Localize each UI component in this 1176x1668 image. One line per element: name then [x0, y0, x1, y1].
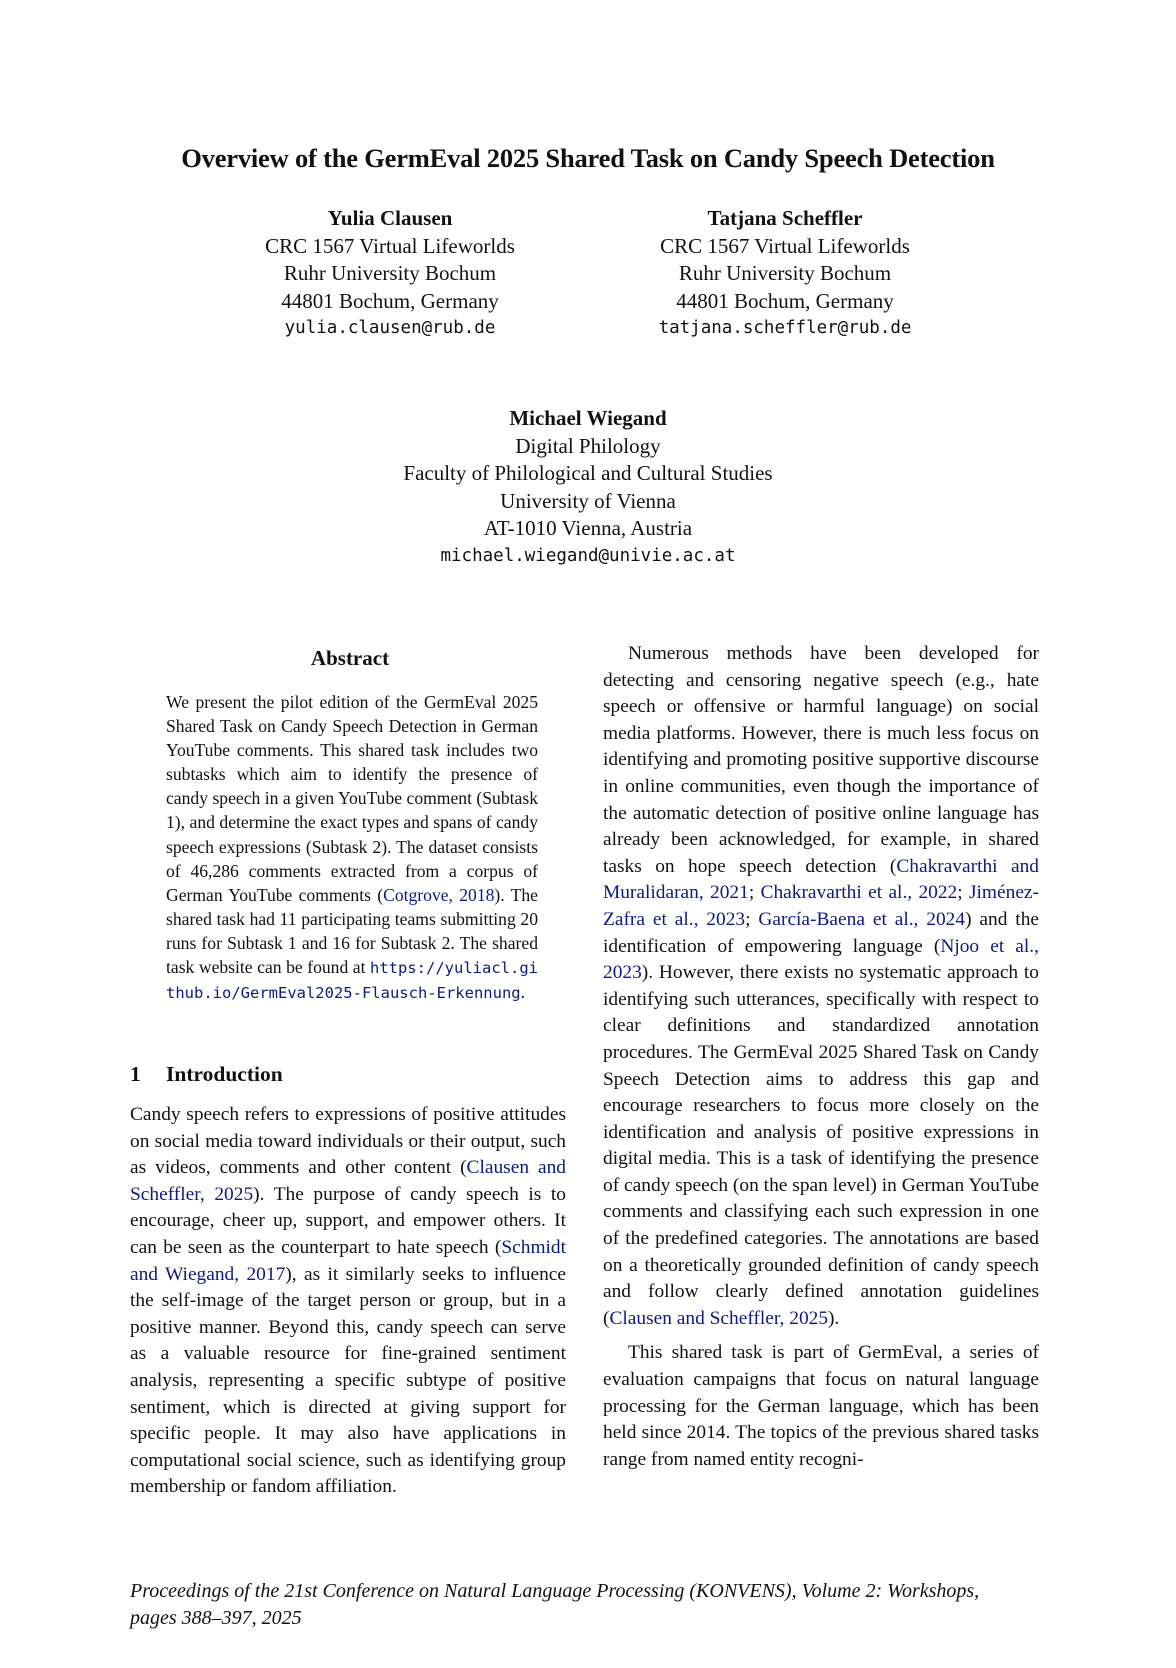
abstract-text: ). The shared task had 11 participating teams submitting 20 runs for Subtask 1 and 16 for Subtask 2. The shared task website can be found at [166, 884, 538, 978]
body-text: ). However, there exists no systematic approach to identifying such utterances, specifically with respect to clear definitions and standardized annotation procedures. The GermEval 2025 Shared Task on Candy Speech Detection aims to address this gap and encourage researchers to focus more closely on the identification and analysis of positive expressions in digital media. This is a task of identifying the presence of candy speech (on the span level) in German YouTube comments and classifying each such expression in one of the predefined categories. The annotations are based on a theoretically grounded definition of candy speech and follow clearly defined annotation guidelines ( [603, 962, 1039, 1329]
author-affiliation: Ruhr University Bochum [283, 261, 497, 285]
footer-line: pages 388–397, 2025 [130, 1607, 302, 1629]
body-text: ). The purpose of candy speech is to encourage, cheer up, support, and empower others. It can be seen as the counterpart to hate speech ( [130, 1183, 566, 1258]
body-text: ; [745, 908, 759, 930]
citation-link[interactable]: Njoo et al., 2023 [603, 935, 1039, 984]
abstract-text: We present the pilot edition of the GermEval 2025 Shared Task on Candy Speech Detection in German YouTube comments. This shared task includes two subtasks which aim to identify the presence of candy speech in a given YouTube comment (Subtask 1), and determine the exact types and spans of candy speech expressions (Subtask 2). The dataset consists of 46,286 comments extracted from a corpus of German YouTube comments ( [166, 692, 538, 905]
author-email[interactable]: tatjana.scheffler@rub.de [658, 318, 912, 338]
author-affiliation: AT-1010 Vienna, Austria [483, 516, 693, 540]
body-text: ) and the identification of empowering language ( [603, 908, 1039, 957]
right-column-body [603, 641, 1039, 1473]
citation-link[interactable]: Clausen and Scheffler, 2025 [609, 1307, 829, 1329]
author-block-3 [300, 405, 876, 570]
author-affiliation: Ruhr University Bochum [678, 261, 892, 285]
left-column-body [130, 1102, 566, 1501]
author-affiliation: Faculty of Philological and Cultural Studies [403, 461, 773, 485]
body-text: Candy speech refers to expressions of positive attitudes on social media toward individuals or their output, such as videos, comments and other content ( [130, 1104, 566, 1179]
author-affiliation: CRC 1567 Virtual Lifeworlds [265, 233, 515, 258]
abstract-text: . [520, 982, 526, 1003]
body-text: ; [957, 882, 969, 904]
section-number: 1 [130, 1062, 141, 1086]
author-name: Yulia Clausen [327, 206, 453, 230]
citation-link[interactable]: Schmidt and Wiegand, 2017 [130, 1236, 566, 1285]
author-name: Tatjana Scheffler [707, 206, 863, 230]
paragraph: This shared task is part of GermEval, a series of evaluation campaigns that focus on natural language processing for the German language, which has been held since 2014. The topics of the previous shared tasks range from named entity recogni- [603, 1342, 1039, 1470]
body-text: ). [828, 1307, 840, 1329]
proceedings-footer [130, 1578, 1050, 1632]
author-affiliation: University of Vienna [500, 488, 676, 513]
author-block-1 [220, 205, 560, 343]
body-text: Numerous methods have been developed for detecting and censoring negative speech (e.g., hate speech or offensive or harmful language) on social media platforms. However, there is much less focus on identifying and promoting positive supportive discourse in online communities, even though the importance of the automatic detection of positive online language has already been acknowledged, for example, in shared tasks on hope speech detection ( [603, 643, 1039, 877]
paragraph [130, 1102, 566, 1501]
section-heading-introduction [130, 1062, 283, 1087]
citation-link[interactable]: Chakravarthi et al., 2022 [760, 882, 958, 904]
paper-title: Overview of the GermEval 2025 Shared Task on Candy Speech Detection [181, 143, 995, 173]
footer-line: Proceedings of the 21st Conference on Natural Language Processing (KONVENS), Volume 2: Workshops, [130, 1580, 980, 1602]
website-url-link[interactable]: https://yuliacl.github.io/GermEval2025-Flausch-Erkennung [166, 959, 538, 1003]
author-affiliation: 44801 Bochum, Germany [676, 288, 894, 313]
body-text: ), as it similarly seeks to influence the self-image of the target person or group, but in a positive manner. Beyond this, candy speech can serve as a valuable resource for fine-grained sentiment analysis, representing a specific subtype of positive sentiment, which is directed at giving support for specific people. It may also have applications in computational social science, such as identifying group membership or fandom affiliation. [130, 1263, 566, 1498]
author-email[interactable]: michael.wiegand@univie.ac.at [440, 545, 736, 566]
author-email[interactable]: yulia.clausen@rub.de [284, 318, 496, 338]
abstract-heading: Abstract [310, 646, 390, 670]
citation-link[interactable]: García-Baena et al., 2024 [758, 908, 966, 930]
citation-link[interactable]: Clausen and Scheffler, 2025 [130, 1157, 566, 1205]
citation-link[interactable]: Jiménez-Zafra et al., 2023 [603, 882, 1039, 930]
author-affiliation: CRC 1567 Virtual Lifeworlds [660, 233, 910, 258]
body-text: ; [748, 882, 761, 904]
author-affiliation: Digital Philology [515, 433, 661, 458]
author-affiliation: 44801 Bochum, Germany [281, 288, 499, 313]
paragraph [603, 641, 1039, 1332]
author-block-2 [600, 205, 970, 343]
section-title: Introduction [166, 1062, 283, 1086]
citation-link[interactable]: Chakravarthi and Muralidaran, 2021 [603, 855, 1039, 904]
abstract-body [166, 690, 538, 1005]
citation-link[interactable]: Cotgrove, 2018 [383, 884, 495, 905]
author-name: Michael Wiegand [509, 406, 667, 430]
